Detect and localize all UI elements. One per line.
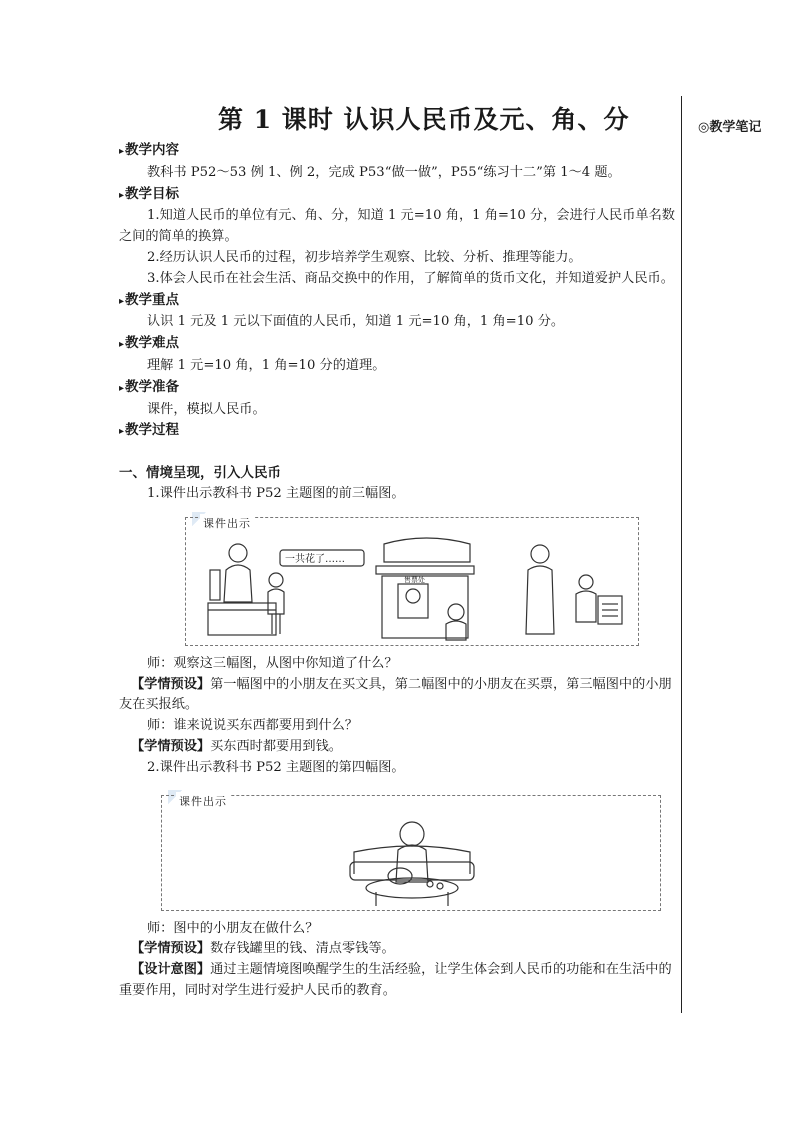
- courseware-box-2: [161, 795, 661, 911]
- answer-text-2: 买东西时都要用到钱。: [210, 738, 342, 754]
- heading-difficulties: ▸ 教学难点: [119, 333, 675, 356]
- teacher-q3: 师：图中的小朋友在做什么？: [147, 920, 319, 936]
- lesson-title: 第 1 课时 认识人民币及元、角、分: [218, 105, 630, 134]
- lesson-body: [119, 140, 675, 1002]
- student-answer-3: [119, 939, 675, 960]
- scene-illustration-2: [162, 796, 660, 910]
- teaching-notes-label: ◎教学笔记: [698, 120, 762, 135]
- tag-2: 【学情预设】: [131, 738, 211, 754]
- design-intent: [119, 960, 675, 1002]
- step1-text: 1.课件出示教科书 P52 主题图的前三幅图。: [147, 485, 405, 501]
- courseware-label: 课件出示: [176, 792, 230, 813]
- difficulties-text: 理解 1 元=10 角，1 角=10 分的道理。: [147, 357, 386, 373]
- content-text: 教科书 P52～53 例 1、例 2，完成 P53“做一做”，P55“练习十二”第 1～4 题。: [147, 164, 621, 180]
- courseware-box-1: [185, 517, 639, 646]
- step2-text: 2.课件出示教科书 P52 主题图的第四幅图。: [147, 759, 405, 775]
- preparation-text: 课件，模拟人民币。: [147, 401, 266, 417]
- key-points-text: 认识 1 元及 1 元以下面值的人民币，知道 1 元=10 角，1 角=10 分。: [147, 314, 565, 330]
- ticket-office-sign: 售票处: [404, 575, 425, 584]
- heading-key-points: ▸ 教学重点: [119, 290, 675, 313]
- part1-heading: 一、情境呈现，引入人民币: [119, 465, 281, 482]
- goal-item: 1.知道人民币的单位有元、角、分，知道 1 元=10 角，1 角=10 分，会进行人民币单名数之间的简单的换算。: [119, 208, 675, 245]
- answer-text-1: 第一幅图中的小朋友在买文具，第二幅图中的小朋友在买票，第三幅图中的小朋友在买报纸。: [119, 676, 672, 713]
- speech-bubble-text: 一共花了……: [285, 553, 345, 565]
- student-answer-1: [119, 675, 675, 717]
- heading-content: ▸ 教学内容: [119, 140, 675, 163]
- teacher-q1: 师：观察这三幅图，从图中你知道了什么？: [147, 655, 398, 671]
- goal-item: 2.经历认识人民币的过程，初步培养学生观察、比较、分析、推理等能力。: [147, 249, 582, 265]
- tag-3: 【学情预设】: [131, 941, 211, 957]
- notes-divider: [681, 96, 682, 1013]
- courseware-label: 课件出示: [200, 514, 254, 535]
- goal-item: 3.体会人民币在社会生活、商品交换中的作用，了解简单的货币文化，并知道爱护人民币。: [147, 270, 674, 286]
- design-text: 通过主题情境图唤醒学生的生活经验，让学生体会到人民币的功能和在生活中的重要作用，同时对学生进行爱护人民币的教育。: [119, 962, 672, 998]
- heading-preparation: ▸ 教学准备: [119, 377, 675, 400]
- tag-design: 【设计意图】: [131, 962, 211, 978]
- answer-text-3: 数存钱罐里的钱、清点零钱等。: [210, 941, 395, 957]
- tag-1: 【学情预设】: [131, 676, 211, 692]
- heading-process: ▸ 教学过程: [119, 420, 675, 443]
- student-answer-2: [119, 737, 675, 758]
- heading-goals: ▸ 教学目标: [119, 184, 675, 207]
- scene-illustration-1: [186, 518, 638, 645]
- teacher-q2: 师：谁来说说买东西都要用到什么？: [147, 718, 358, 734]
